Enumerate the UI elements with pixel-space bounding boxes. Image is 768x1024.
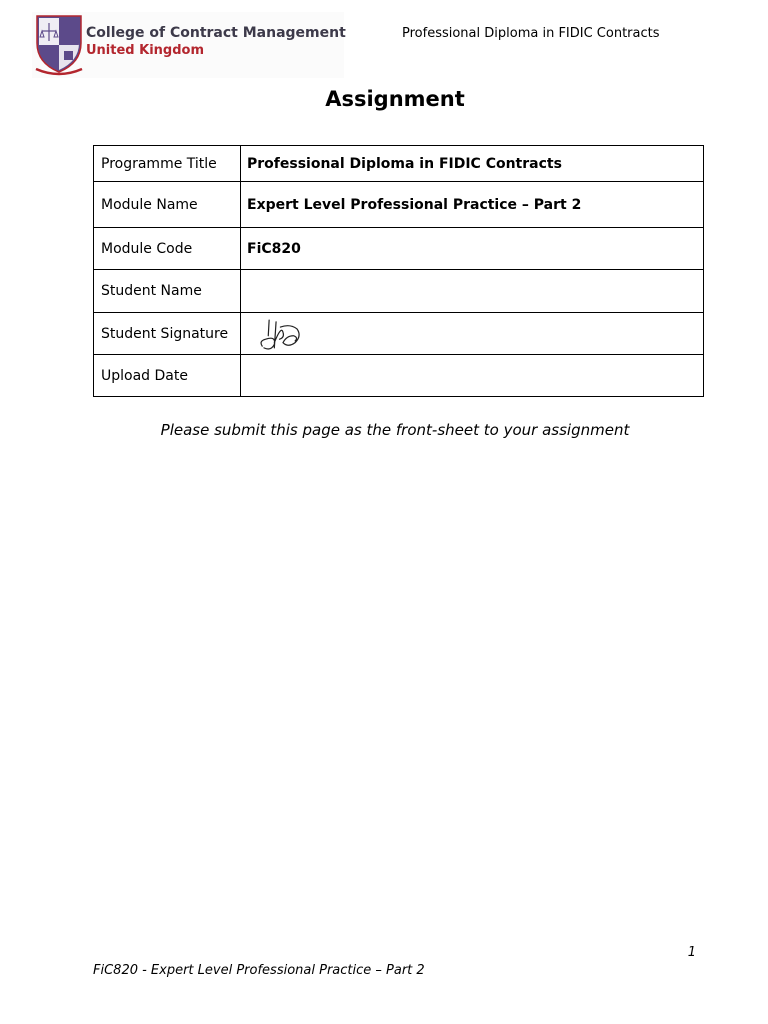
upload-date-label: Upload Date — [94, 355, 241, 397]
module-code-label: Module Code — [94, 228, 241, 270]
page-title: Assignment — [325, 87, 465, 111]
signature-icon — [257, 316, 309, 352]
table-row-module-code — [94, 228, 704, 270]
logo-country: United Kingdom — [86, 43, 205, 58]
submission-note: Please submit this page as the front-sheet to your assignment — [160, 421, 630, 439]
module-name-label: Module Name — [94, 182, 241, 228]
programme-title-label: Programme Title — [94, 146, 241, 182]
table-row-module-name — [94, 182, 704, 228]
student-name-value — [241, 270, 704, 313]
module-name-value: Expert Level Professional Practice – Part 2 — [241, 182, 704, 228]
table-row-programme-title — [94, 146, 704, 182]
crest-icon — [33, 13, 85, 77]
student-signature-value — [241, 313, 704, 355]
upload-date-value — [241, 355, 704, 397]
header-programme-title: Professional Diploma in FIDIC Contracts — [402, 26, 660, 41]
page-number: 1 — [687, 945, 696, 960]
table-row-student-signature — [94, 313, 704, 355]
student-signature-label: Student Signature — [94, 313, 241, 355]
logo-college-name: College of Contract Management — [86, 25, 346, 41]
assignment-info-table — [93, 145, 704, 397]
college-logo — [32, 12, 344, 78]
student-name-label: Student Name — [94, 270, 241, 313]
module-code-value: FiC820 — [241, 228, 704, 270]
programme-title-value: Professional Diploma in FIDIC Contracts — [241, 146, 704, 182]
table-row-student-name — [94, 270, 704, 313]
footer-module-text: FiC820 - Expert Level Professional Practice – Part 2 — [93, 963, 425, 978]
table-row-upload-date — [94, 355, 704, 397]
